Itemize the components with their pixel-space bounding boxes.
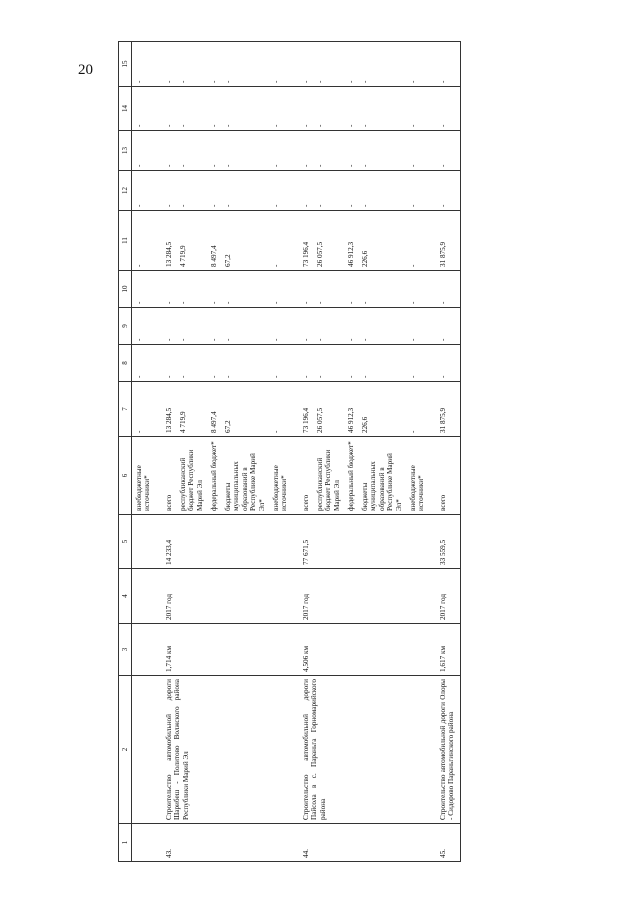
- funding-value: -: [439, 80, 447, 83]
- object-name: Строительство автомобильной дороги Олоры - Сидорово Параньгинского района: [436, 676, 460, 824]
- funding-value: 8 497,4: [210, 411, 218, 433]
- funding-value: -: [224, 301, 232, 304]
- funding-value: -: [135, 430, 143, 433]
- funding-value: -: [135, 80, 143, 83]
- funding-value: -: [224, 124, 232, 127]
- value-cell-col-8: [299, 345, 436, 382]
- funding-value: -: [135, 301, 143, 304]
- table-row: [162, 42, 299, 862]
- value-cell-col-14: [132, 87, 163, 131]
- column-header-6: 6: [119, 437, 132, 515]
- funding-value: -: [409, 204, 417, 207]
- value-cell-col-7: [162, 382, 299, 437]
- value-cell-col-12: [299, 171, 436, 211]
- funding-value: -: [302, 338, 310, 341]
- column-header-9: 9: [119, 308, 132, 345]
- value-cell-col-7: [132, 382, 163, 437]
- value-cell-col-13: [436, 131, 460, 171]
- funding-value: -: [179, 164, 187, 167]
- funding-value: -: [224, 338, 232, 341]
- funding-value: -: [316, 375, 324, 378]
- value-cell-col-10: [436, 271, 460, 308]
- funding-source: внебюджетные источники*: [135, 465, 152, 511]
- funding-value: -: [210, 124, 218, 127]
- funding-value: -: [316, 204, 324, 207]
- funding-value: 13 284,5: [165, 407, 173, 433]
- header-row: [119, 42, 132, 862]
- value-cell-col-9: [299, 308, 436, 345]
- table-row: [132, 42, 163, 862]
- funding-value: 31 875,9: [439, 241, 447, 267]
- funding-value: -: [224, 164, 232, 167]
- funding-value: -: [135, 164, 143, 167]
- funding-value: -: [135, 338, 143, 341]
- funding-value: -: [179, 124, 187, 127]
- funding-value: -: [316, 164, 324, 167]
- capacity: 1,714 км: [162, 624, 299, 676]
- column-header-15: 15: [119, 42, 132, 87]
- funding-value: -: [272, 80, 280, 83]
- column-header-13: 13: [119, 131, 132, 171]
- funding-value: -: [165, 204, 173, 207]
- funding-value: -: [179, 204, 187, 207]
- object-name: Строительство автомобильной дороги Пайсола в с. Параньга Горномарийского района: [299, 676, 436, 824]
- funding-value: -: [272, 164, 280, 167]
- funding-value: -: [302, 164, 310, 167]
- funding-value: -: [361, 338, 369, 341]
- row-number: 44.: [299, 824, 436, 862]
- funding-value: -: [179, 301, 187, 304]
- object-name: [132, 676, 163, 824]
- period: 2017 год: [299, 569, 436, 624]
- funding-source: всего: [439, 494, 447, 511]
- value-cell-col-15: [132, 42, 163, 87]
- page-number: 20: [78, 62, 93, 78]
- row-number: 43.: [162, 824, 299, 862]
- funding-value: -: [210, 80, 218, 83]
- value-cell-col-11: [436, 211, 460, 271]
- funding-value: 67,2: [224, 254, 232, 267]
- funding-source: бюджеты муниципальных образований в Республике Марий Эл*: [224, 453, 266, 511]
- funding-value: -: [409, 124, 417, 127]
- funding-value: -: [409, 164, 417, 167]
- funding-value: 46 912,3: [347, 407, 355, 433]
- funding-value: -: [272, 430, 280, 433]
- funding-value: -: [347, 338, 355, 341]
- funding-source: всего: [165, 494, 173, 511]
- funding-value: -: [272, 375, 280, 378]
- funding-value: -: [165, 124, 173, 127]
- funding-value: -: [347, 204, 355, 207]
- row-number: [132, 824, 163, 862]
- value-cell-col-14: [436, 87, 460, 131]
- value-cell-col-13: [299, 131, 436, 171]
- value-cell-col-13: [132, 131, 163, 171]
- funding-value: -: [439, 164, 447, 167]
- value-cell-col-14: [299, 87, 436, 131]
- value-cell-col-15: [299, 42, 436, 87]
- funding-value: -: [135, 204, 143, 207]
- table-row: [299, 42, 436, 862]
- funding-value: -: [302, 375, 310, 378]
- column-header-3: 3: [119, 624, 132, 676]
- funding-value: -: [272, 338, 280, 341]
- column-header-14: 14: [119, 87, 132, 131]
- funding-value: 226,6: [361, 416, 369, 433]
- funding-value: -: [439, 301, 447, 304]
- funding-source: всего: [302, 494, 310, 511]
- funding-source: республиканский бюджет Республики Марий Эл: [179, 449, 204, 511]
- funding-value: -: [165, 338, 173, 341]
- estimated-cost: 14 233,4: [162, 515, 299, 569]
- value-cell-col-10: [162, 271, 299, 308]
- estimated-cost: 77 671,5: [299, 515, 436, 569]
- value-cell-col-7: [299, 382, 436, 437]
- funding-value: -: [316, 124, 324, 127]
- value-cell-col-10: [132, 271, 163, 308]
- funding-value: -: [179, 375, 187, 378]
- funding-value: -: [135, 124, 143, 127]
- funding-value: 26 057,5: [316, 241, 324, 267]
- funding-value: -: [361, 124, 369, 127]
- funding-value: -: [409, 338, 417, 341]
- value-cell-col-8: [162, 345, 299, 382]
- funding-value: -: [224, 80, 232, 83]
- column-header-8: 8: [119, 345, 132, 382]
- funding-value: -: [439, 204, 447, 207]
- funding-source: бюджеты муниципальных образований в Республике Марий Эл*: [361, 453, 403, 511]
- capacity: [132, 624, 163, 676]
- value-cell-col-15: [162, 42, 299, 87]
- funding-value: 31 875,9: [439, 407, 447, 433]
- funding-value: -: [210, 301, 218, 304]
- funding-value: -: [210, 164, 218, 167]
- funding-value: 13 284,5: [165, 241, 173, 267]
- funding-value: -: [409, 375, 417, 378]
- funding-value: -: [302, 80, 310, 83]
- funding-value: -: [165, 375, 173, 378]
- funding-source: внебюджетные источники*: [272, 465, 289, 511]
- value-cell-col-12: [162, 171, 299, 211]
- funding-value: -: [302, 124, 310, 127]
- funding-value: -: [165, 164, 173, 167]
- column-header-2: 2: [119, 676, 132, 824]
- funding-value: -: [316, 338, 324, 341]
- funding-value: -: [179, 338, 187, 341]
- funding-source-cell: [132, 437, 163, 515]
- period: [132, 569, 163, 624]
- table-body: [132, 42, 461, 862]
- column-header-12: 12: [119, 171, 132, 211]
- funding-value: -: [361, 164, 369, 167]
- funding-value: -: [210, 338, 218, 341]
- object-name: Строительство автомобильной дороги Шарибеш - Политово Волжского района Республики Марий Эл: [162, 676, 299, 824]
- funding-value: 73 196,4: [302, 407, 310, 433]
- funding-value: -: [272, 264, 280, 267]
- funding-source-cell: [436, 437, 460, 515]
- funding-value: -: [272, 124, 280, 127]
- value-cell-col-11: [132, 211, 163, 271]
- funding-value: -: [361, 80, 369, 83]
- funding-value: 226,6: [361, 250, 369, 267]
- program-table: [118, 41, 461, 862]
- funding-value: 8 497,4: [210, 245, 218, 267]
- column-header-7: 7: [119, 382, 132, 437]
- value-cell-col-10: [299, 271, 436, 308]
- funding-value: 4 719,9: [179, 245, 187, 267]
- funding-value: -: [347, 164, 355, 167]
- estimated-cost: [132, 515, 163, 569]
- column-header-1: 1: [119, 824, 132, 862]
- funding-value: -: [361, 375, 369, 378]
- funding-value: 73 196,4: [302, 241, 310, 267]
- value-cell-col-7: [436, 382, 460, 437]
- value-cell-col-12: [132, 171, 163, 211]
- funding-value: -: [439, 124, 447, 127]
- funding-value: 26 057,5: [316, 407, 324, 433]
- funding-value: -: [347, 124, 355, 127]
- table-row: [436, 42, 460, 862]
- funding-value: -: [302, 204, 310, 207]
- funding-value: -: [439, 338, 447, 341]
- funding-value: -: [179, 80, 187, 83]
- funding-value: -: [409, 80, 417, 83]
- funding-value: -: [224, 375, 232, 378]
- funding-source: внебюджетные источники*: [409, 465, 426, 511]
- column-header-10: 10: [119, 271, 132, 308]
- funding-value: -: [135, 264, 143, 267]
- funding-value: -: [409, 264, 417, 267]
- value-cell-col-8: [132, 345, 163, 382]
- funding-value: -: [165, 301, 173, 304]
- funding-value: -: [347, 80, 355, 83]
- funding-value: -: [210, 375, 218, 378]
- funding-source-cell: [299, 437, 436, 515]
- funding-value: -: [347, 375, 355, 378]
- landscape-content: [118, 42, 536, 862]
- funding-value: -: [272, 204, 280, 207]
- funding-value: -: [409, 301, 417, 304]
- funding-value: -: [165, 80, 173, 83]
- funding-value: 46 912,3: [347, 241, 355, 267]
- funding-value: 67,2: [224, 420, 232, 433]
- column-header-11: 11: [119, 211, 132, 271]
- funding-value: -: [409, 430, 417, 433]
- column-header-5: 5: [119, 515, 132, 569]
- value-cell-col-9: [436, 308, 460, 345]
- value-cell-col-11: [162, 211, 299, 271]
- funding-source: федеральный бюджет*: [347, 441, 355, 511]
- value-cell-col-11: [299, 211, 436, 271]
- capacity: 1,617 км: [436, 624, 460, 676]
- funding-source: республиканский бюджет Республики Марий Эл: [316, 449, 341, 511]
- funding-source: федеральный бюджет*: [210, 441, 218, 511]
- funding-value: -: [302, 301, 310, 304]
- value-cell-col-9: [132, 308, 163, 345]
- value-cell-col-12: [436, 171, 460, 211]
- funding-value: 4 719,9: [179, 411, 187, 433]
- funding-value: -: [135, 375, 143, 378]
- row-number: 45.: [436, 824, 460, 862]
- value-cell-col-9: [162, 308, 299, 345]
- funding-value: -: [272, 301, 280, 304]
- column-header-4: 4: [119, 569, 132, 624]
- value-cell-col-8: [436, 345, 460, 382]
- value-cell-col-15: [436, 42, 460, 87]
- funding-value: -: [347, 301, 355, 304]
- period: 2017 год: [436, 569, 460, 624]
- funding-value: -: [224, 204, 232, 207]
- funding-value: -: [316, 301, 324, 304]
- funding-value: -: [439, 375, 447, 378]
- funding-value: -: [316, 80, 324, 83]
- funding-value: -: [210, 204, 218, 207]
- value-cell-col-14: [162, 87, 299, 131]
- estimated-cost: 33 559,5: [436, 515, 460, 569]
- funding-value: -: [361, 301, 369, 304]
- capacity: 4,506 км: [299, 624, 436, 676]
- funding-source-cell: [162, 437, 299, 515]
- period: 2017 год: [162, 569, 299, 624]
- value-cell-col-13: [162, 131, 299, 171]
- funding-value: -: [361, 204, 369, 207]
